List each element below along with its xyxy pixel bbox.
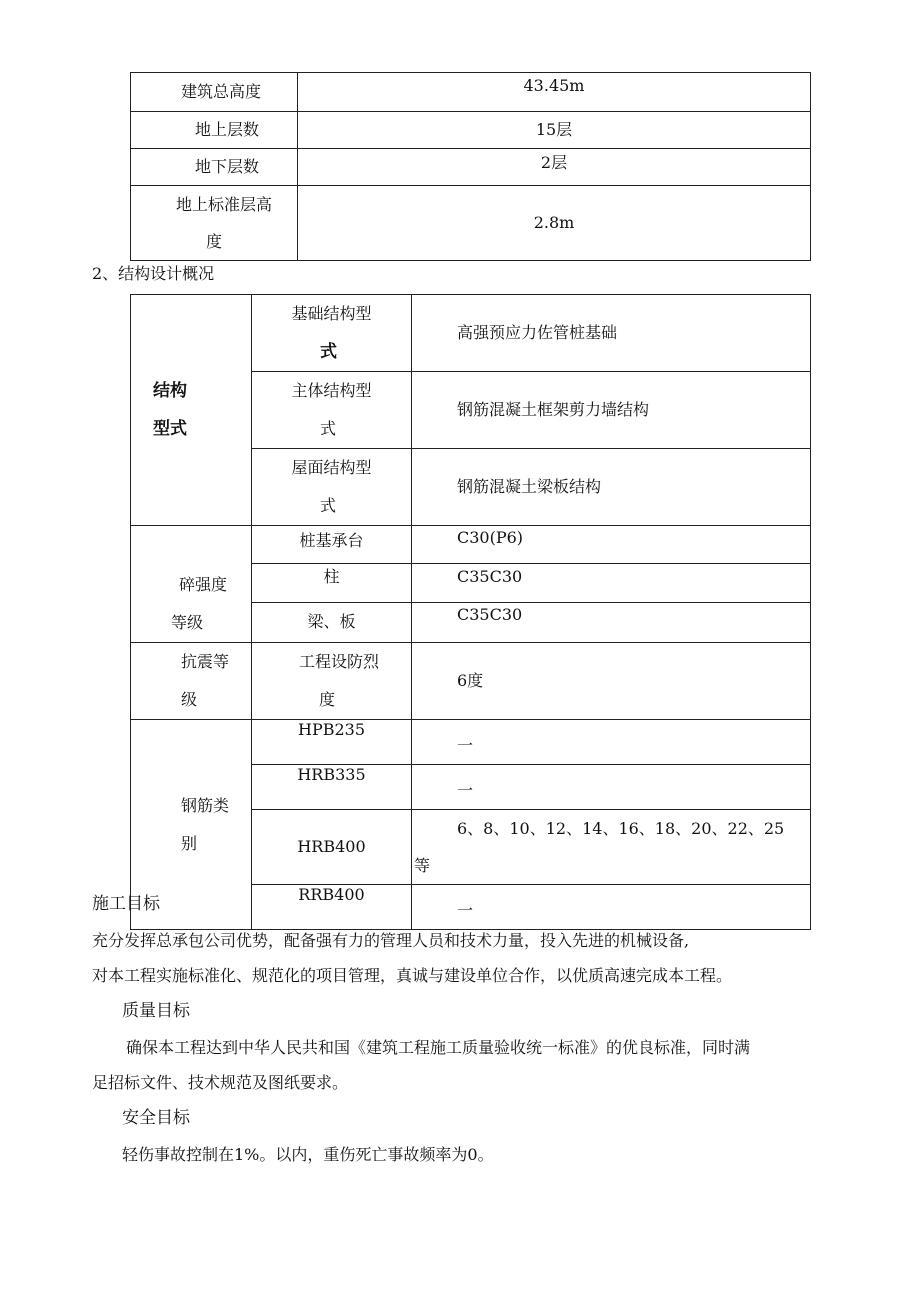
category-line: 等级 [171, 613, 204, 632]
sub-line: 式 [320, 342, 337, 362]
value-cell: C30(P6) [412, 526, 811, 564]
row-value: 2层 [298, 149, 811, 186]
value-cell: 6度 [412, 643, 811, 720]
sub-item: 柱 [252, 564, 412, 602]
construction-goal-line: 对本工程实施标准化、规范化的项目管理，真诚与建设单位合作，以优质高速完成本工程。 [92, 966, 733, 985]
table-row [131, 73, 811, 112]
value-cell: 一 [412, 765, 811, 810]
table-row [131, 149, 811, 186]
value-line: 6、8、10、12、14、16、18、20、22、25 [457, 819, 785, 838]
category-concrete [131, 526, 252, 643]
sub-item [252, 643, 412, 720]
value-line: 等 [414, 856, 431, 875]
row-label [131, 186, 298, 261]
value-cell: 一 [412, 885, 811, 930]
value-cell: 高强预应力佐管桩基础 [412, 295, 811, 372]
sub-item [252, 449, 412, 526]
safety-goal-line: 轻伤事故控制在1%。以内，重伤死亡事故频率为0。 [122, 1145, 494, 1164]
table-row [131, 112, 811, 149]
quality-goal-line: 足招标文件、技术规范及图纸要求。 [92, 1073, 349, 1092]
row-label: 建筑总高度 [131, 73, 298, 112]
category-line: 碎强度 [179, 575, 228, 594]
sub-item: HRB400 [252, 810, 412, 885]
sub-line: 式 [320, 496, 337, 515]
sub-line: 基础结构型 [291, 304, 372, 323]
row-label-line: 度 [206, 232, 223, 251]
value-cell [412, 810, 811, 885]
category-line: 别 [181, 833, 198, 853]
section-title: 2、结构设计概况 [92, 264, 215, 283]
value-cell: 一 [412, 720, 811, 765]
category-line: 级 [181, 690, 198, 709]
table-row [131, 720, 811, 765]
safety-goal-title: 安全目标 [122, 1108, 190, 1128]
structure-design-table [130, 294, 811, 930]
sub-item: HRB335 [252, 765, 412, 810]
sub-line: 度 [319, 690, 336, 709]
table-row [131, 186, 811, 261]
quality-goal-line: 确保本工程达到中华人民共和国《建筑工程施工质量验收统一标准》的优良标准，同时满 [126, 1038, 751, 1057]
value-cell: C35C30 [412, 564, 811, 602]
building-overview-table [130, 72, 811, 261]
sub-item: 桩基承台 [252, 526, 412, 564]
sub-item: RRB400 [252, 885, 412, 930]
quality-goal-title: 质量目标 [122, 1001, 190, 1021]
table-row [131, 526, 811, 564]
row-value: 2.8m [298, 186, 811, 261]
table-row [131, 295, 811, 372]
row-label-line: 地上标准层高 [176, 195, 273, 214]
row-label: 地下层数 [131, 149, 298, 186]
sub-line: 式 [320, 419, 337, 438]
category-seismic [131, 643, 252, 720]
category-line: 钢筋类 [181, 795, 230, 815]
construction-goal-title: 施工目标 [92, 894, 160, 914]
sub-line: 主体结构型 [291, 381, 372, 400]
category-structure [131, 295, 252, 526]
sub-line: 屋面结构型 [291, 458, 372, 477]
sub-item [252, 372, 412, 449]
category-line: 型式 [153, 419, 187, 439]
value-cell: C35C30 [412, 602, 811, 642]
table-row [131, 643, 811, 720]
sub-item: HPB235 [252, 720, 412, 765]
sub-item [252, 295, 412, 372]
row-label: 地上层数 [131, 112, 298, 149]
sub-item: 梁、板 [252, 602, 412, 642]
category-line: 结构 [153, 381, 187, 401]
value-cell: 钢筋混凝土梁板结构 [412, 449, 811, 526]
construction-goal-line: 充分发挥总承包公司优势，配备强有力的管理人员和技术力量，投入先进的机械设备, [92, 931, 690, 950]
sub-line: 工程设防烈 [299, 652, 380, 671]
value-cell: 钢筋混凝土框架剪力墙结构 [412, 372, 811, 449]
row-value: 43.45m [298, 73, 811, 112]
category-line: 抗震等 [181, 652, 230, 671]
row-value: 15层 [298, 112, 811, 149]
